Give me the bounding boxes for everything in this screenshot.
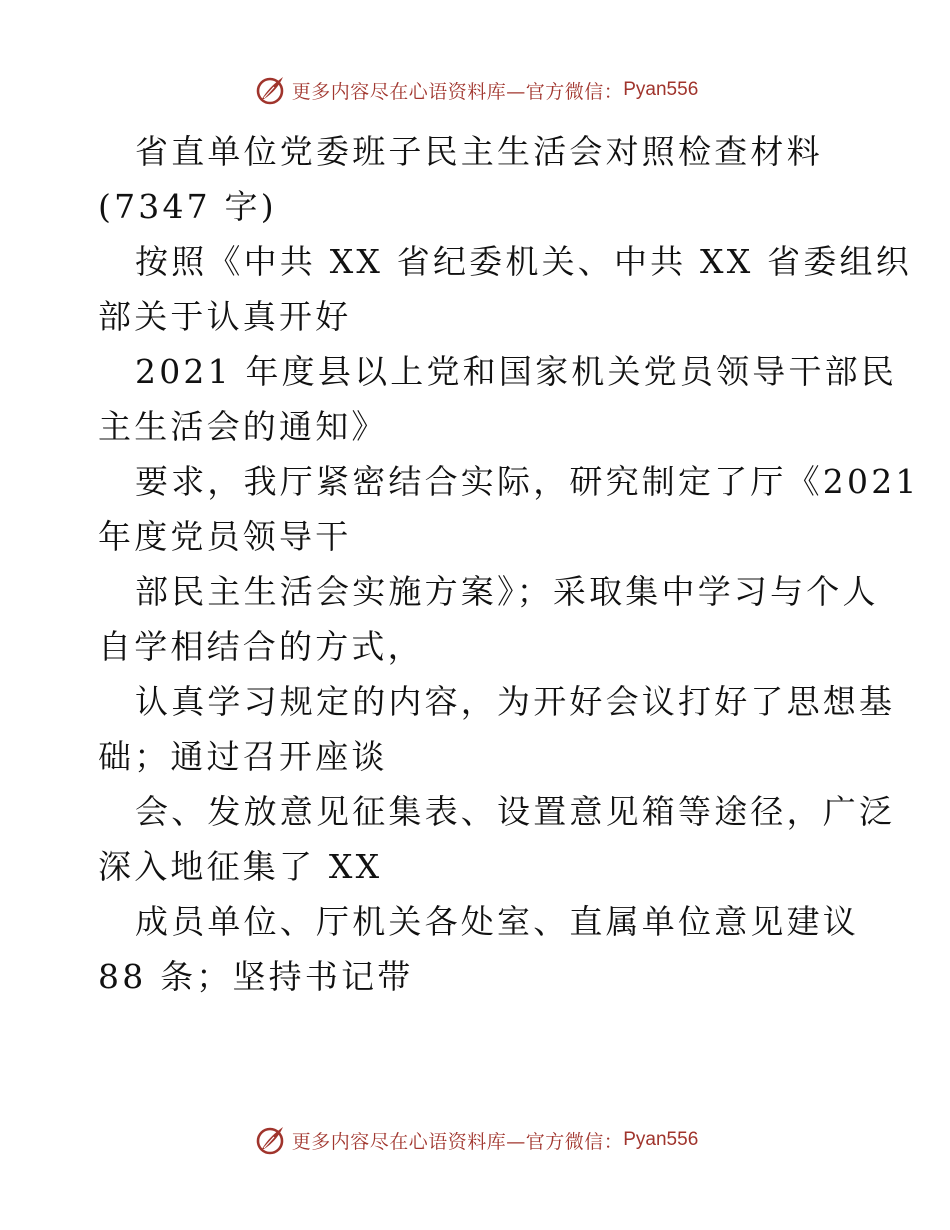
banner-text: 更多内容尽在心语资料库—官方微信： (291, 80, 624, 103)
quill-pen-logo-icon (252, 1122, 288, 1158)
text-line: 部关于认真开好 (98, 297, 352, 336)
text-line: 深入地征集了 XX (98, 847, 383, 886)
text-line: 88 条；坚持书记带 (98, 957, 414, 996)
banner-text: 更多内容尽在心语资料库—官方微信： (291, 1130, 624, 1153)
text-line: 部民主生活会实施方案》；采取集中学习与个人 (135, 572, 879, 611)
footer-banner (0, 1120, 950, 1160)
text-line: 主生活会的通知》 (98, 407, 388, 446)
text-line: 成员单位、厅机关各处室、直属单位意见建议 (135, 902, 859, 941)
document-word-count: (7347 字) (98, 187, 277, 226)
text-line: 自学相结合的方式， (98, 627, 424, 666)
quill-pen-logo-icon (252, 72, 288, 108)
text-line: 会、发放意见征集表、设置意见箱等途径，广泛 (135, 792, 896, 831)
text-line: 要求，我厅紧密结合实际，研究制定了厅《2021 (135, 462, 920, 501)
document-body (98, 124, 920, 1004)
text-line: 础；通过召开座谈 (98, 737, 388, 776)
text-line: 按照《中共 XX 省纪委机关、中共 XX 省委组织 (135, 242, 912, 281)
wechat-id: Pyan556 (623, 79, 699, 100)
wechat-id: Pyan556 (623, 1129, 699, 1150)
document-title: 省直单位党委班子民主生活会对照检查材料 (135, 132, 823, 171)
text-line: 认真学习规定的内容，为开好会议打好了思想基 (135, 682, 896, 721)
header-banner (0, 70, 950, 110)
text-line: 年度党员领导干 (98, 517, 352, 556)
text-line: 2021 年度县以上党和国家机关党员领导干部民 (135, 352, 898, 391)
